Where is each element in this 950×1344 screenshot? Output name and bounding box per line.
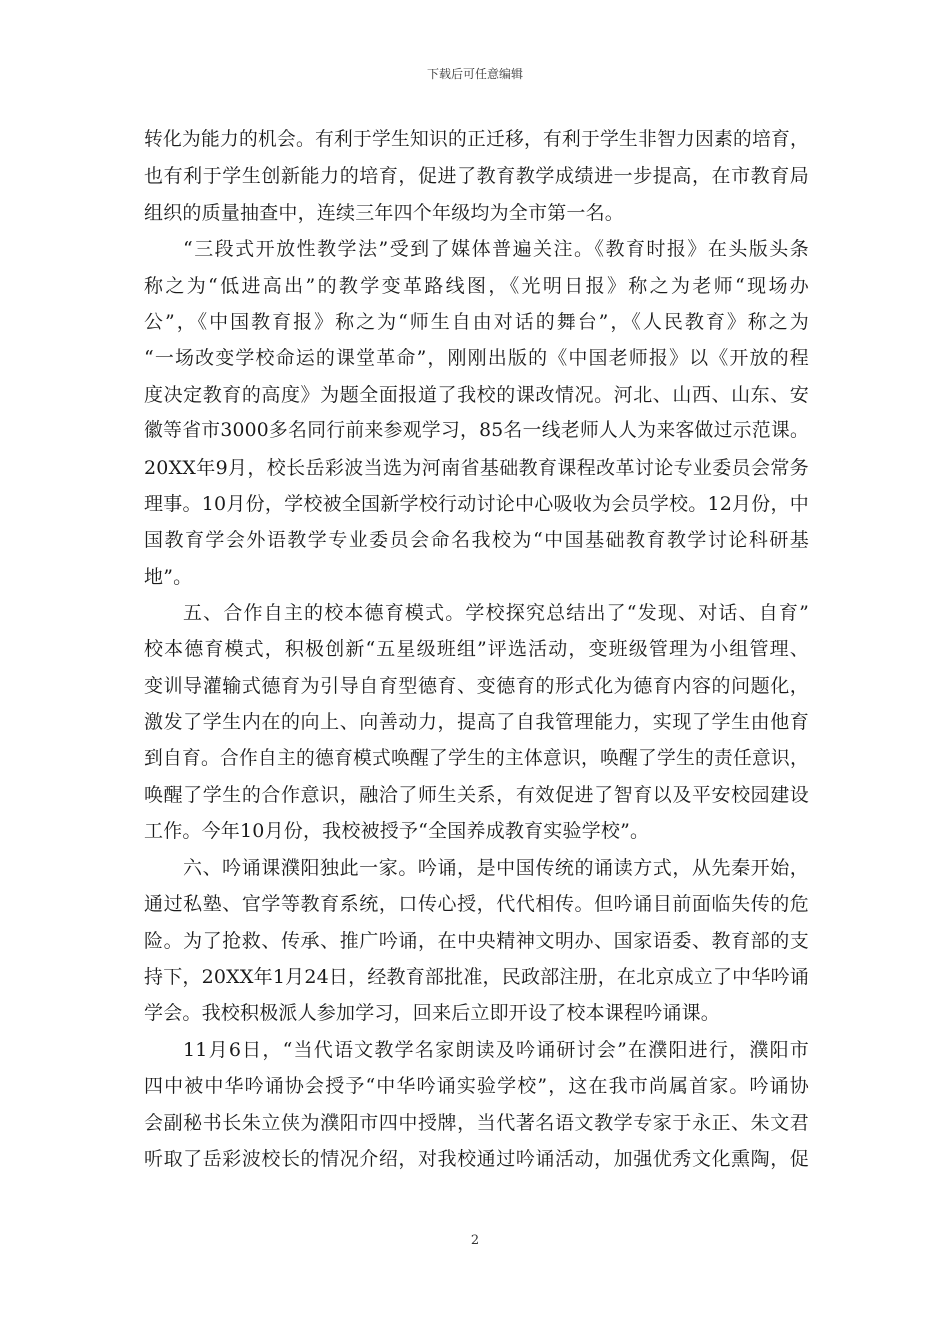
text-line: 唤醒了学生的合作意识，融洽了师生关系，有效促进了智育以及平安校园建设	[144, 784, 809, 807]
text-line: 四中被中华吟诵协会授予“中华吟诵实验学校”，这在我市尚属首家。吟诵协	[144, 1075, 809, 1098]
text-line: 称之为“低进高出”的教学变革路线图，《光明日报》称之为老师“现场办	[144, 274, 809, 297]
text-line: 度决定教育的高度》为题全面报道了我校的课改情况。河北、山西、山东、安	[144, 383, 809, 406]
text-line: 国教育学会外语教学专业委员会命名我校为“中国基础教育教学讨论科研基	[144, 529, 809, 552]
document-body	[144, 122, 809, 1177]
text-line: 会副秘书长朱立侠为濮阳市四中授牌，当代著名语文教学专家于永正、朱文君	[144, 1111, 809, 1134]
text-line: 组织的质量抽查中，连续三年四个年级均为全市第一名。	[144, 201, 625, 224]
paragraph-first-line: 六、吟诵课濮阳独此一家。吟诵，是中国传统的诵读方式，从先秦开始，	[183, 856, 809, 879]
text-line: 变训导灌输式德育为引导自育型德育、变德育的形式化为德育内容的问题化，	[144, 674, 809, 697]
text-line: 激发了学生内在的向上、向善动力，提高了自我管理能力，实现了学生由他育	[144, 711, 809, 734]
text-line: 地”。	[144, 565, 193, 588]
text-line: 到自育。合作自主的德育模式唤醒了学生的主体意识，唤醒了学生的责任意识，	[144, 747, 809, 769]
text-line: “一场改变学校命运的课堂革命”，刚刚出版的《中国老师报》以《开放的程	[144, 347, 809, 370]
text-line: 学会。我校积极派人参加学习，回来后立即开设了校本课程吟诵课。	[144, 1002, 721, 1025]
text-line: 工作。今年10月份，我校被授予“全国养成教育实验学校”。	[144, 820, 650, 843]
text-line: 持下，20XX年1月24日，经教育部批准，民政部注册，在北京成立了中华吟诵	[144, 965, 809, 988]
text-line: 也有利于学生创新能力的培育，促进了教育教学成绩进一步提高，在市教育局	[144, 165, 809, 188]
text-line: 理事。10月份，学校被全国新学校行动讨论中心吸收为会员学校。12月份，中	[144, 492, 809, 515]
text-line: 校本德育模式，积极创新“五星级班组”评选活动，变班级管理为小组管理、	[144, 638, 809, 661]
paragraph-first-line: 五、合作自主的校本德育模式。学校探究总结出了“发现、对话、自育”	[183, 602, 809, 625]
page-header: 下载后可任意编辑	[426, 67, 523, 81]
text-line: 听取了岳彩波校长的情况介绍，对我校通过吟诵活动，加强优秀文化熏陶，促	[144, 1147, 809, 1170]
text-line: 通过私塾、官学等教育系统，口传心授，代代相传。但吟诵目前面临失传的危	[144, 893, 809, 916]
text-line: 险。为了抢救、传承、推广吟诵，在中央精神文明办、国家语委、教育部的支	[144, 929, 809, 952]
text-line: 转化为能力的机会。有利于学生知识的正迁移，有利于学生非智力因素的培育，	[144, 129, 809, 150]
page-number: 2	[470, 1233, 480, 1248]
text-line: 20XX年9月，校长岳彩波当选为河南省基础教育课程改革讨论专业委员会常务	[144, 456, 809, 479]
text-line: 公”，《中国教育报》称之为“师生自由对话的舞台”，《人民教育》称之为	[144, 310, 809, 333]
text-line: 徽等省市3000多名同行前来参观学习，85名一线老师人人为来客做过示范课。	[144, 420, 809, 442]
paragraph-first-line: “三段式开放性教学法”受到了媒体普遍关注。《教育时报》在头版头条	[183, 238, 809, 261]
paragraph-first-line: 11月6日，“当代语文教学名家朗读及吟诵研讨会”在濮阳进行，濮阳市	[183, 1038, 809, 1061]
